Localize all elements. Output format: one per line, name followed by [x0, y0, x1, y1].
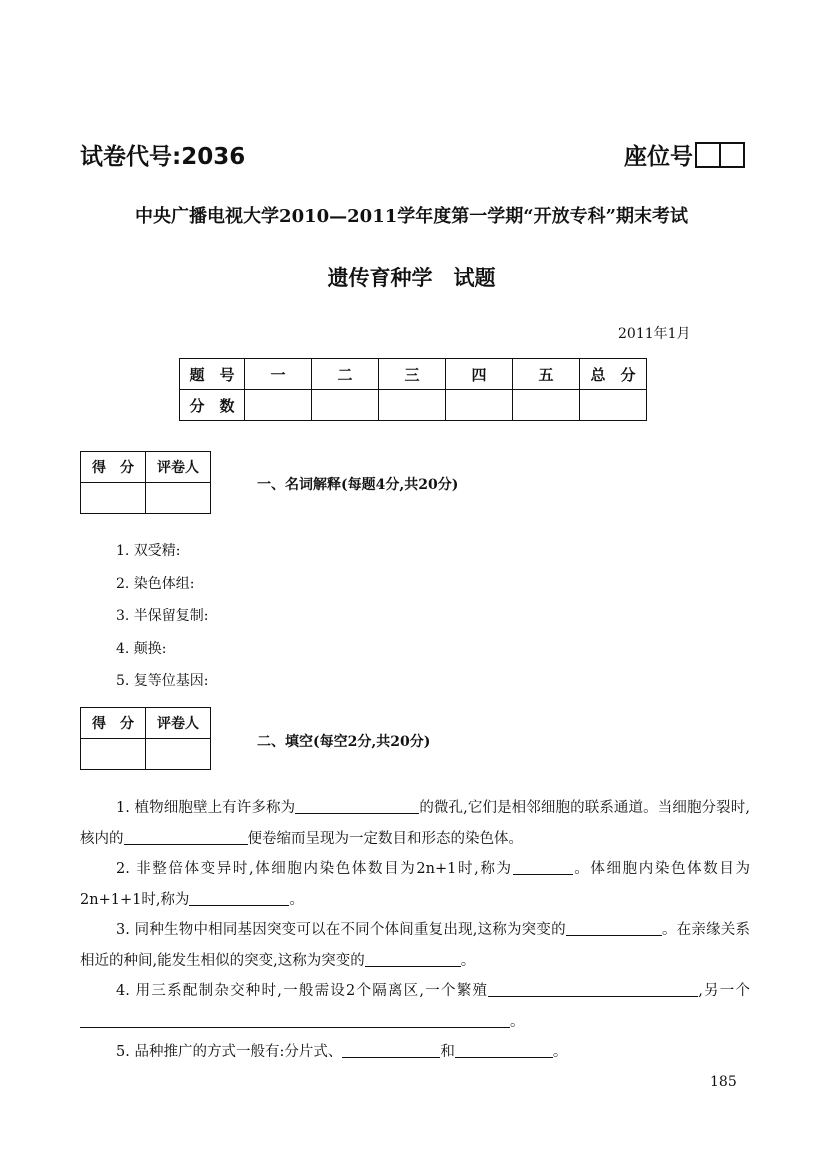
- question-text: 5. 品种推广的方式一般有:分片式、: [116, 1044, 343, 1060]
- grader-reviewer-cell[interactable]: [146, 483, 211, 514]
- seat-number: [624, 138, 745, 171]
- question-text: 和: [440, 1044, 455, 1060]
- grader-reviewer-label: 评卷人: [146, 708, 211, 739]
- score-table-col: 总 分: [580, 359, 647, 390]
- grader-reviewer-cell[interactable]: [146, 739, 211, 770]
- score-cell[interactable]: [580, 390, 647, 421]
- exam-code: 试卷代号:2036: [80, 144, 246, 170]
- university-line: 中央广播电视大学2010—2011学年度第一学期“开放专科”期末考试: [135, 206, 688, 227]
- score-table-col: 五: [513, 359, 580, 390]
- score-table-header-row: [180, 359, 647, 390]
- score-table-col: 三: [379, 359, 446, 390]
- page-title: 遗传育种学 试题: [327, 266, 496, 290]
- score-table: [179, 358, 647, 421]
- question-text: 的微孔,它们是相邻细胞的联系通道。当细胞分裂时,核内的: [80, 800, 750, 847]
- page-number: 185: [710, 1074, 737, 1090]
- score-cell[interactable]: [312, 390, 379, 421]
- score-cell[interactable]: [379, 390, 446, 421]
- section1-title: 一、名词解释(每题4分,共20分): [257, 477, 459, 493]
- question-text: 便卷缩而呈现为一定数目和形态的染色体。: [247, 830, 523, 847]
- question-text: 。在亲缘关系相近的种间,能发生相似的突变,这称为突变的: [80, 922, 750, 969]
- list-item: 4. 颠换:: [116, 640, 167, 657]
- question-2: [80, 854, 750, 915]
- score-table-row-label: 题 号: [180, 359, 245, 390]
- question-text: 3. 同种生物中相同基因突变可以在不同个体间重复出现,这称为突变的: [116, 922, 566, 938]
- list-item: 3. 半保留复制:: [116, 608, 209, 624]
- score-table-col: 二: [312, 359, 379, 390]
- question-text: 。体细胞内染色体数目为2n+1+1时,称为: [80, 861, 750, 908]
- exam-date: 2011年1月: [618, 326, 691, 342]
- seat-label: 座位号: [624, 144, 693, 170]
- question-text: 。: [460, 952, 476, 969]
- answer-blank[interactable]: [189, 890, 289, 906]
- score-cell[interactable]: [513, 390, 580, 421]
- question-text: 。: [552, 1044, 568, 1060]
- score-table-row-label: 分 数: [180, 390, 245, 421]
- score-cell[interactable]: [446, 390, 513, 421]
- answer-blank[interactable]: [80, 1012, 510, 1028]
- grader-box-section1: [80, 451, 211, 514]
- grader-score-cell[interactable]: [81, 483, 146, 514]
- grader-reviewer-label: 评卷人: [146, 452, 211, 483]
- seat-boxes: [695, 142, 745, 168]
- answer-blank[interactable]: [342, 1043, 440, 1059]
- question-text: 。: [510, 1013, 525, 1030]
- list-item: 5. 复等位基因:: [116, 673, 209, 689]
- answer-blank[interactable]: [566, 921, 662, 937]
- question-text: 2. 非整倍体变异时,体细胞内染色体数目为2n+1时,称为: [116, 861, 513, 877]
- seat-box[interactable]: [721, 142, 745, 168]
- answer-blank[interactable]: [455, 1043, 553, 1059]
- section1-list: [116, 540, 209, 703]
- list-item: 1. 双受精:: [116, 543, 181, 559]
- section2-questions: [80, 793, 750, 1068]
- grader-score-label: 得 分: [81, 452, 146, 483]
- question-3: [80, 915, 750, 976]
- score-cell[interactable]: [245, 390, 312, 421]
- question-4: [80, 976, 750, 1037]
- question-text: 。: [289, 891, 304, 908]
- grader-box-section2: [80, 707, 211, 770]
- section2-title: 二、填空(每空2分,共20分): [257, 734, 431, 750]
- answer-blank[interactable]: [488, 982, 698, 998]
- question-text: 4. 用三系配制杂交种时,一般需设2个隔离区,一个繁殖: [116, 983, 489, 999]
- list-item: 2. 染色体组:: [116, 575, 195, 592]
- answer-blank[interactable]: [295, 799, 419, 815]
- score-table-score-row: [180, 390, 647, 421]
- answer-blank[interactable]: [365, 951, 461, 967]
- answer-blank[interactable]: [513, 860, 573, 876]
- grader-score-cell[interactable]: [81, 739, 146, 770]
- question-text: ,另一个: [698, 983, 751, 999]
- answer-blank[interactable]: [124, 829, 248, 845]
- seat-box[interactable]: [695, 142, 721, 168]
- question-1: [80, 793, 750, 854]
- question-5: [80, 1037, 750, 1068]
- question-text: 1. 植物细胞壁上有许多称为: [116, 800, 296, 816]
- score-table-col: 四: [446, 359, 513, 390]
- grader-score-label: 得 分: [81, 708, 146, 739]
- score-table-col: 一: [245, 359, 312, 390]
